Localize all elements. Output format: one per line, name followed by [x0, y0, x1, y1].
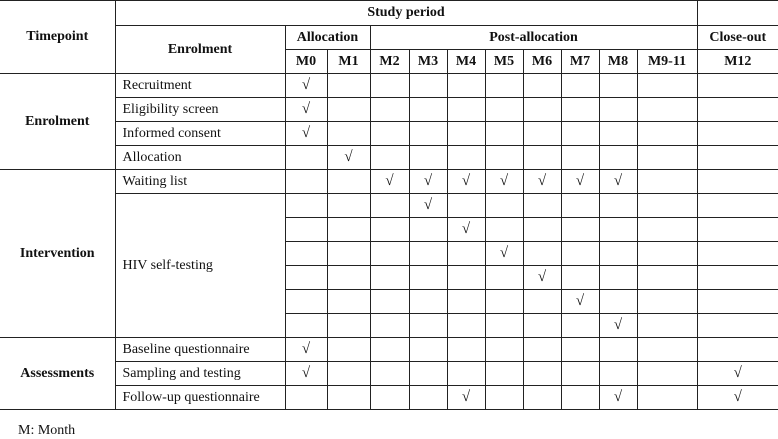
- tick-icon: √: [523, 170, 561, 194]
- month-header: M8: [599, 50, 637, 74]
- month-header: M0: [285, 50, 327, 74]
- group-assessments: Assessments: [0, 338, 115, 410]
- row-label-waiting-list: Waiting list: [115, 170, 285, 194]
- month-header: M3: [409, 50, 447, 74]
- row-label-eligibility: Eligibility screen: [115, 98, 285, 122]
- tick-icon: √: [285, 338, 327, 362]
- study-period-header: Study period: [115, 1, 697, 26]
- row-label-consent: Informed consent: [115, 122, 285, 146]
- row-label-hiv-self-testing: HIV self-testing: [115, 194, 285, 338]
- group-enrolment: Enrolment: [0, 74, 115, 170]
- tick-icon: √: [485, 170, 523, 194]
- tick-icon: √: [409, 170, 447, 194]
- tick-icon: √: [561, 170, 599, 194]
- month-header: M7: [561, 50, 599, 74]
- tick-icon: √: [327, 146, 370, 170]
- tick-icon: √: [285, 98, 327, 122]
- enrolment-header: Enrolment: [115, 26, 285, 74]
- month-header: M12: [697, 50, 778, 74]
- month-header: M2: [370, 50, 409, 74]
- tick-icon: √: [485, 242, 523, 266]
- tick-icon: √: [285, 362, 327, 386]
- row-label-sampling: Sampling and testing: [115, 362, 285, 386]
- month-header: M1: [327, 50, 370, 74]
- row-label-baseline: Baseline questionnaire: [115, 338, 285, 362]
- group-intervention: Intervention: [0, 170, 115, 338]
- tick-icon: √: [697, 362, 778, 386]
- tick-icon: √: [447, 386, 485, 410]
- tick-icon: √: [599, 314, 637, 338]
- row-label-recruitment: Recruitment: [115, 74, 285, 98]
- tick-icon: √: [697, 386, 778, 410]
- tick-icon: √: [599, 170, 637, 194]
- allocation-header: Allocation: [285, 26, 370, 50]
- row-label-allocation: Allocation: [115, 146, 285, 170]
- tick-icon: √: [561, 290, 599, 314]
- tick-icon: √: [285, 122, 327, 146]
- timepoint-header: Timepoint: [0, 1, 115, 74]
- footnote: M: Month: [18, 423, 76, 438]
- tick-icon: √: [409, 194, 447, 218]
- month-header: M9-11: [637, 50, 697, 74]
- row-label-followup: Follow-up questionnaire: [115, 386, 285, 410]
- close-out-header: Close-out: [697, 26, 778, 50]
- tick-icon: √: [523, 266, 561, 290]
- month-header: M6: [523, 50, 561, 74]
- post-allocation-header: Post-allocation: [370, 26, 697, 50]
- blank-header-cell: [697, 1, 778, 26]
- tick-icon: √: [370, 170, 409, 194]
- month-header: M4: [447, 50, 485, 74]
- month-header: M5: [485, 50, 523, 74]
- tick-icon: √: [599, 386, 637, 410]
- tick-icon: √: [447, 170, 485, 194]
- tick-icon: √: [447, 218, 485, 242]
- tick-icon: √: [285, 74, 327, 98]
